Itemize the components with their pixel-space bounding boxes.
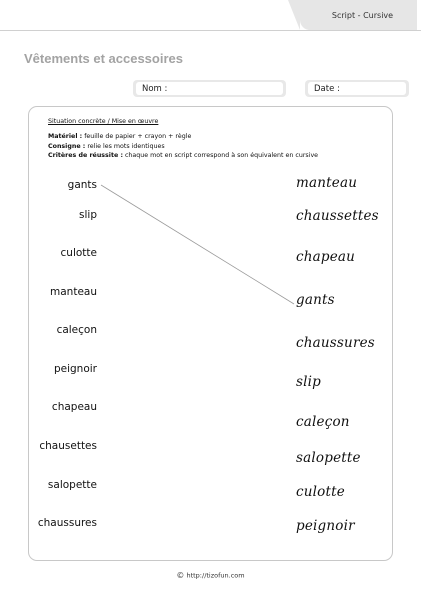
materiel-line: Matériel : feuille de papier + crayon + règle (48, 132, 192, 140)
cursive-word[interactable]: salopette (296, 450, 361, 466)
script-word[interactable]: manteau (50, 286, 97, 298)
cursive-word[interactable]: chaussures (296, 335, 375, 351)
header-tab (300, 0, 417, 30)
cursive-word[interactable]: gants (296, 292, 335, 308)
script-word[interactable]: peignoir (53, 363, 97, 375)
script-word[interactable]: gants (67, 179, 97, 191)
page-title: Vêtements et accessoires (24, 51, 183, 66)
date-field[interactable] (305, 80, 409, 97)
criteres-line: Critères de réussite : chaque mot en script correspond à son équivalent en cursive (48, 152, 319, 160)
cursive-word[interactable]: chapeau (296, 249, 356, 265)
script-word[interactable]: salopette (47, 479, 97, 491)
name-field-label: Nom : (142, 83, 168, 94)
instructions (48, 117, 318, 161)
cursive-word[interactable]: culotte (296, 484, 345, 500)
cursive-word[interactable]: manteau (296, 175, 358, 191)
script-word[interactable]: chausettes (39, 440, 97, 452)
script-word[interactable]: slip (79, 209, 97, 221)
cursive-word[interactable]: caleçon (296, 414, 350, 430)
cursive-word[interactable]: peignoir (296, 518, 355, 534)
script-word[interactable]: chaussures (37, 517, 97, 529)
script-word[interactable]: culotte (60, 247, 97, 259)
script-word[interactable]: chapeau (51, 401, 97, 413)
date-field-label: Date : (314, 83, 340, 94)
cursive-word[interactable]: slip (296, 374, 322, 390)
header-label: Script - Cursive (331, 10, 394, 20)
footer-url[interactable]: http://tizofun.com (186, 571, 245, 580)
header-divider (0, 30, 421, 31)
situation-heading: Situation concrète / Mise en œuvre (48, 118, 159, 125)
cursive-word[interactable]: chaussettes (296, 208, 379, 224)
footer (0, 571, 421, 580)
script-word[interactable]: caleçon (56, 324, 97, 336)
consigne-line: Consigne : relie les mots identiques (48, 142, 165, 150)
copyright-icon: © (176, 571, 185, 580)
name-field[interactable] (133, 80, 286, 97)
